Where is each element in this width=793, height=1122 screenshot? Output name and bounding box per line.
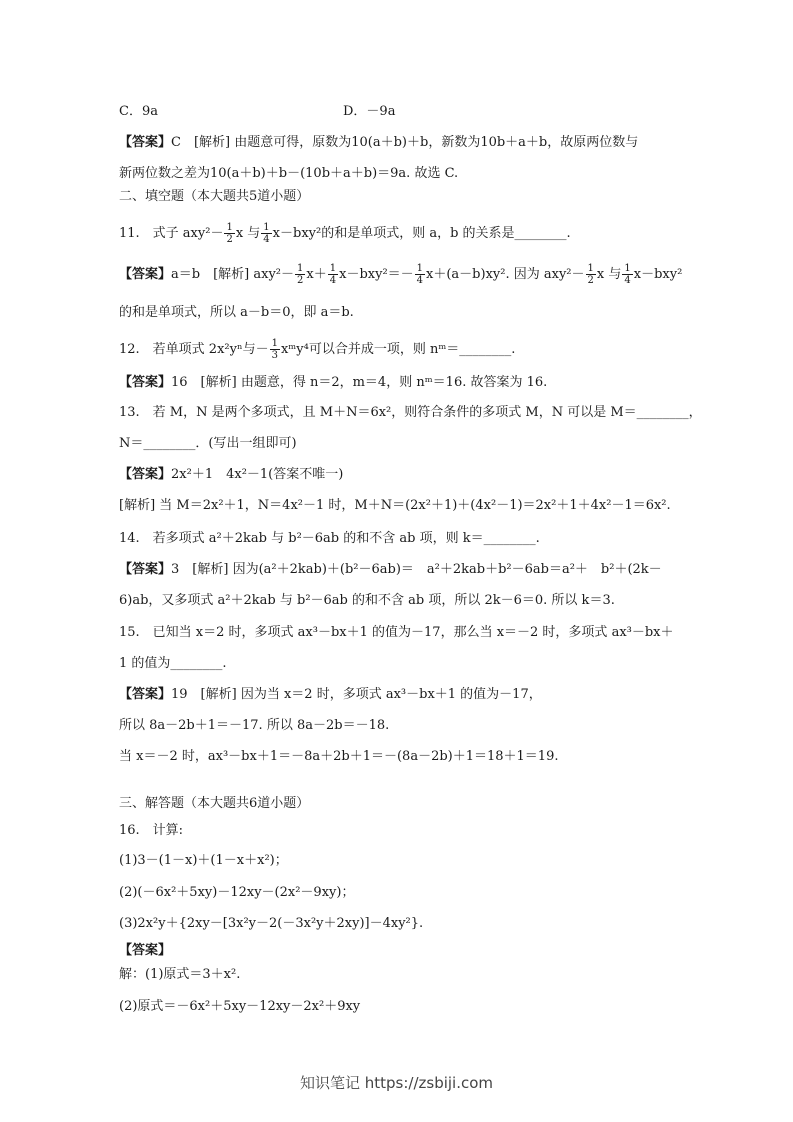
question-12 [119, 338, 515, 361]
a11-pre: a＝b [解析] axy²－ [171, 267, 295, 282]
answer-14-continued: 6)ab，又多项式 a²＋2kab 与 b²－6ab 的和不含 ab 项，所以 2k－6＝0. 所以 k＝3. [119, 593, 615, 608]
answer-tag: 【答案】 [119, 375, 172, 390]
fraction-denominator: 4 [329, 275, 337, 286]
answer-13 [119, 466, 343, 484]
answer-tag: 【答案】 [119, 267, 172, 282]
fraction [415, 263, 425, 286]
question-13: 13. 若 M，N 是两个多项式，且 M＋N＝6x²，则符合条件的多项式 M，N 可以是 M＝________， [119, 405, 702, 420]
question-11 [119, 222, 571, 245]
fraction-denominator: 2 [297, 275, 304, 286]
answer-14-text: 3 [解析] 因为(a²＋2kab)＋(b²－6ab)＝ a²＋2kab＋b²－6ab＝a²＋ b²＋(2k－ [171, 562, 662, 577]
answer-14 [119, 561, 662, 579]
a11-m4: x 与 [596, 267, 622, 282]
section-2-heading: 二、填空题（本大题共5道小题） [119, 189, 310, 204]
fraction-numerator: 1 [271, 338, 278, 349]
q11-pre: 11. 式子 axy²－ [119, 226, 224, 241]
fraction-denominator: 2 [587, 275, 594, 286]
fraction [295, 263, 305, 286]
footer-watermark: 知识笔记 https://zsbiji.com [299, 1074, 494, 1092]
a11-m2: x－bxy²＝－ [339, 267, 414, 282]
fraction-numerator: 1 [587, 263, 594, 274]
option-c [119, 103, 158, 121]
answer-11-continued: 的和是单项式，所以 a－b＝0，即 a＝b. [119, 305, 354, 320]
answer-16-part-1: 解：(1)原式＝3＋x². [119, 967, 241, 982]
a11-m3: x＋(a－b)xy². 因为 axy²－ [426, 267, 585, 282]
fraction [261, 222, 271, 245]
answer-10-continued: 新两位数之差为10(a＋b)＋b－(10b＋a＋b)＝9a. 故选 C. [119, 166, 459, 181]
answer-12-text: 16 [解析] 由题意，得 n＝2，m＝4，则 nᵐ＝16. 故答案为 16. [171, 375, 548, 390]
a11-m1: x＋ [306, 267, 327, 282]
q11-mid: x 与 [235, 226, 261, 241]
fraction-denominator: 4 [263, 234, 270, 245]
fraction-numerator: 1 [624, 263, 631, 274]
option-c-text: C．9a [119, 104, 158, 119]
fraction [622, 263, 632, 286]
question-15: 15. 已知当 x＝2 时，多项式 ax³－bx＋1 的值为－17，那么当 x＝－2 时，多项式 ax³－bx＋ [119, 625, 674, 640]
fraction-numerator: 1 [329, 263, 337, 274]
answer-13-text: 2x²＋1 4x²－1(答案不唯一) [171, 467, 344, 482]
answer-16-tag: 【答案】 [119, 943, 172, 958]
answer-15 [119, 686, 542, 704]
fraction-numerator: 1 [263, 222, 270, 233]
answer-15-line-2: 所以 8a－2b＋1＝－17. 所以 8a－2b＝－18. [119, 718, 390, 733]
option-d [343, 103, 395, 121]
answer-12 [119, 374, 547, 392]
fraction-denominator: 3 [271, 350, 278, 361]
answer-16-part-2: (2)原式＝－6x²＋5xy－12xy－2x²＋9xy [119, 999, 361, 1014]
question-13-continued: N＝________．(写出一组即可) [119, 436, 297, 451]
answer-11 [119, 263, 682, 286]
q11-post: x－bxy²的和是单项式，则 a，b 的关系是________. [272, 226, 571, 241]
fraction-numerator: 1 [226, 222, 233, 233]
fraction-numerator: 1 [416, 263, 424, 274]
question-15-continued: 1 的值为________. [119, 656, 227, 671]
answer-10-text: C [解析] 由题意可得，原数为10(a＋b)＋b，新数为10b＋a＋b，故原两位数与 [171, 135, 639, 150]
a11-post: x－bxy² [633, 267, 683, 282]
q12-pre: 12. 若单项式 2x²yⁿ与－ [119, 342, 269, 357]
fraction-denominator: 2 [226, 234, 233, 245]
question-16: 16. 计算: [119, 823, 184, 838]
answer-10 [119, 134, 638, 152]
q12-post: xᵐy⁴可以合并成一项，则 nᵐ＝________. [280, 342, 516, 357]
answer-tag: 【答案】 [119, 135, 172, 150]
question-16-part-3: (3)2x²y＋{2xy－[3x²y－2(－3x²y＋2xy)]－4xy²}. [119, 916, 424, 931]
fraction [224, 222, 234, 245]
fraction [586, 263, 596, 286]
answer-tag: 【答案】 [119, 687, 172, 702]
fraction [328, 263, 338, 286]
fraction [270, 338, 280, 361]
option-d-text: D．－9a [343, 104, 396, 119]
section-3-heading: 三、解答题（本大题共6道小题） [119, 796, 310, 811]
fraction-denominator: 4 [416, 275, 424, 286]
answer-15-text: 19 [解析] 因为当 x＝2 时，多项式 ax³－bx＋1 的值为－17， [171, 687, 542, 702]
question-16-part-1: (1)3－(1－x)＋(1－x＋x²)； [119, 853, 288, 868]
answer-tag: 【答案】 [119, 467, 172, 482]
fraction-denominator: 4 [624, 275, 631, 286]
answer-13-explanation: [解析] 当 M＝2x²＋1，N＝4x²－1 时，M＋N＝(2x²＋1)＋(4x²－1)＝2x²＋1＋4x²－1＝6x². [119, 498, 671, 513]
answer-15-line-3: 当 x＝－2 时，ax³－bx＋1＝－8a＋2b＋1＝－(8a－2b)＋1＝18＋1＝19. [119, 749, 559, 764]
answer-tag: 【答案】 [119, 562, 172, 577]
fraction-numerator: 1 [297, 263, 304, 274]
question-14: 14. 若多项式 a²＋2kab 与 b²－6ab 的和不含 ab 项，则 k＝________. [119, 531, 540, 546]
question-16-part-2: (2)(－6x²＋5xy)－12xy－(2x²－9xy)； [119, 885, 355, 900]
